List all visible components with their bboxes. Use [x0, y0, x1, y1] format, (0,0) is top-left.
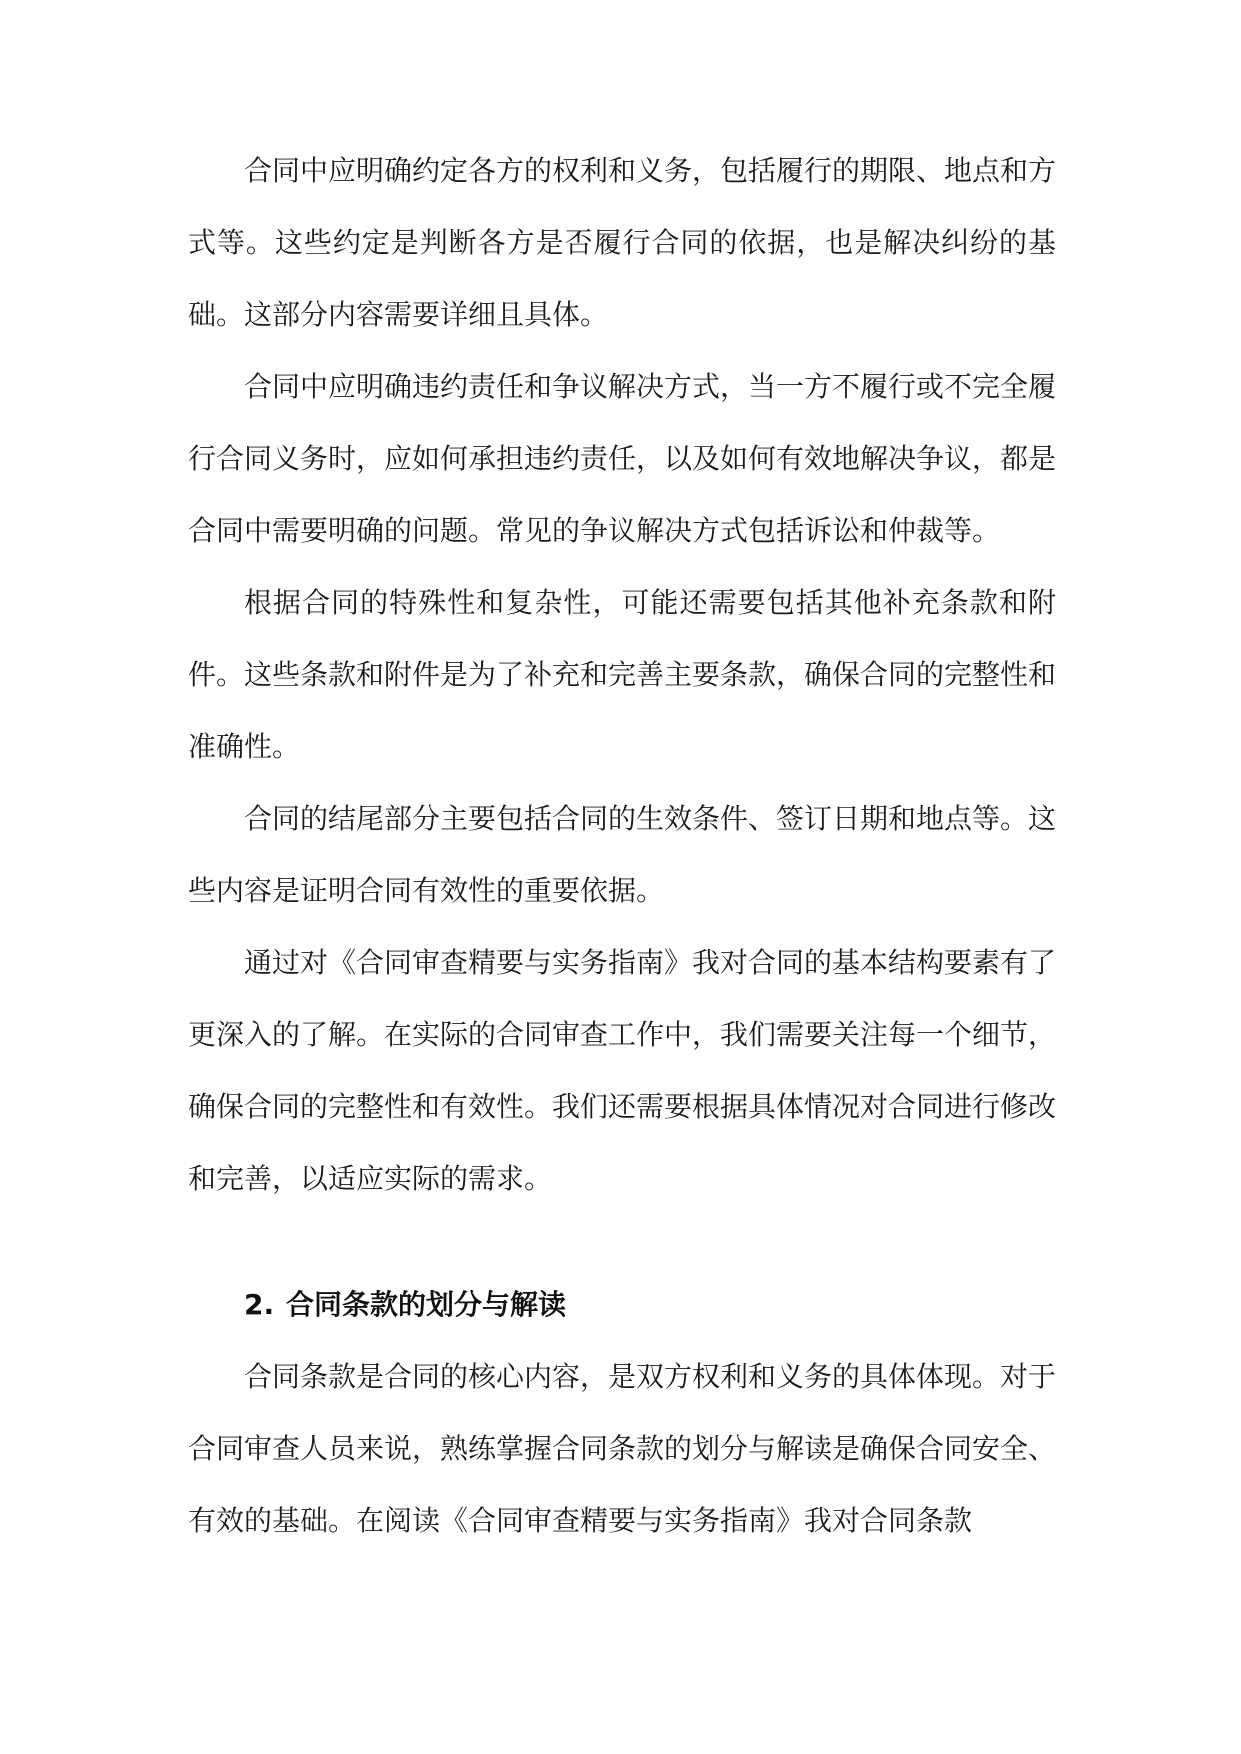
- paragraph-contract-clauses: 合同条款是合同的核心内容，是双方权利和义务的具体体现。对于合同审查人员来说，熟练掌握合同条款的划分与解读是确保合同安全、有效的基础。在阅读《合同审查精要与实务指南》我对合同条款: [188, 1360, 1057, 1537]
- paragraph-rights-obligations: 合同中应明确约定各方的权利和义务，包括履行的期限、地点和方式等。这些约定是判断各方是否履行合同的依据，也是解决纠纷的基础。这部分内容需要详细且具体。: [188, 154, 1057, 331]
- section-title: 合同条款的划分与解读: [286, 1288, 567, 1321]
- section-number: 2.: [244, 1288, 275, 1321]
- paragraph-supplementary-terms: 根据合同的特殊性和复杂性，可能还需要包括其他补充条款和附件。这些条款和附件是为了补充和完善主要条款，确保合同的完整性和准确性。: [188, 586, 1057, 763]
- paragraph-breach-liability: 合同中应明确违约责任和争议解决方式，当一方不履行或不完全履行合同义务时，应如何承担违约责任，以及如何有效地解决争议，都是合同中需要明确的问题。常见的争议解决方式包括诉讼和仲裁等。: [188, 370, 1057, 547]
- paragraph-summary: 通过对《合同审查精要与实务指南》我对合同的基本结构要素有了更深入的了解。在实际的合同审查工作中，我们需要关注每一个细节，确保合同的完整性和有效性。我们还需要根据具体情况对合同进行修改和完善，以适应实际的需求。: [188, 946, 1057, 1195]
- paragraph-contract-ending: 合同的结尾部分主要包括合同的生效条件、签订日期和地点等。这些内容是证明合同有效性的重要依据。: [188, 802, 1057, 907]
- section-heading: [188, 1269, 1056, 1341]
- document-body: [188, 135, 1056, 1557]
